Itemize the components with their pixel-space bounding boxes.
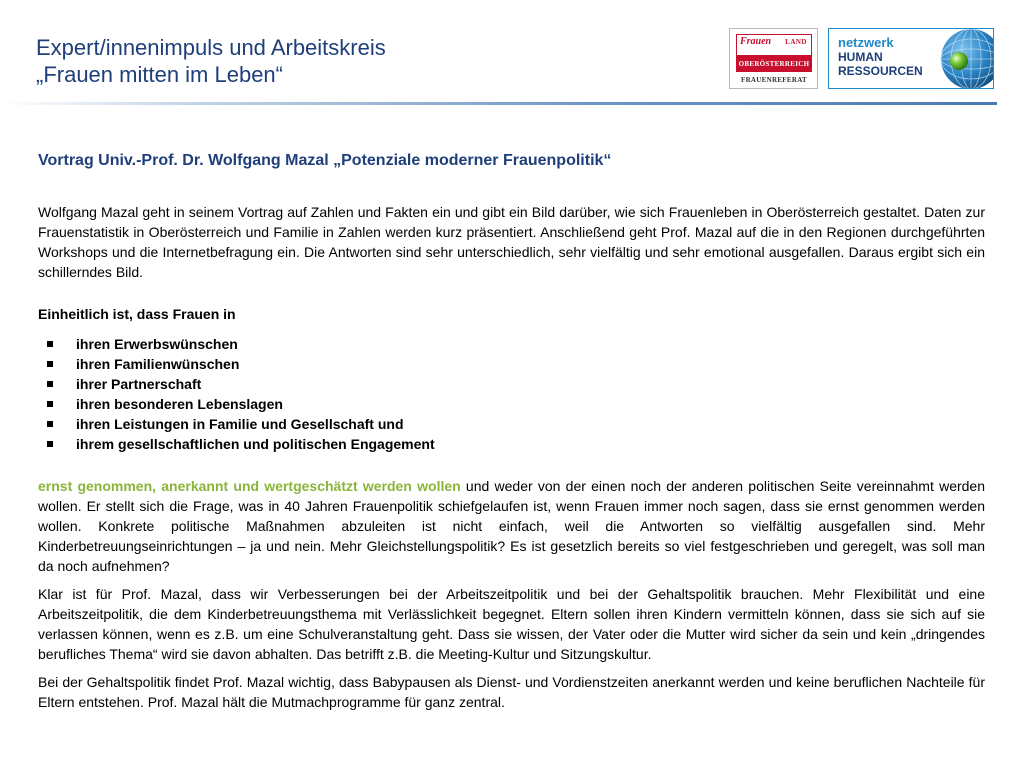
netzwerk-logo-line2: HUMAN — [838, 50, 883, 64]
header-title-line1: Expert/innenimpuls und Arbeitskreis — [36, 35, 386, 60]
header-divider — [0, 102, 997, 105]
bullet-square-icon — [47, 441, 53, 447]
bullet-lead: Einheitlich ist, dass Frauen in — [38, 306, 236, 322]
highlight-paragraph-rest: und weder von der einen noch der anderen politischen Seite vereinnahmt werden wollen. Er stellt sich die Frage, was in 40 Jahren Frauenpolitik schiefgelaufen ist, wenn Frauen immer noch sagen, dass sie ernst genommen werden wollen. Konkrete politische Maßnahmen abzuleiten ist nicht einfach, weil die Antworten so vielfältig ausgefallen sind. Mehr Kinderbetreuungseinrichtungen – ja und nein. Mehr Gleichstellungspolitik? Es ist gesetzlich bereits so viel festgeschrieben und geregelt, was soll man da noch aufnehmen? — [38, 478, 985, 574]
list-item-text: ihrer Partnerschaft — [76, 376, 202, 392]
list-item-text: ihren Familienwünschen — [76, 356, 240, 372]
header-title-line2: „Frauen mitten im Leben“ — [36, 62, 283, 87]
list-item-text: ihrem gesellschaftlichen und politischen Engagement — [76, 436, 435, 452]
list-item-text: ihren Erwerbswünschen — [76, 336, 238, 352]
arbeitszeit-paragraph: Klar ist für Prof. Mazal, dass wir Verbesserungen bei der Arbeitszeitpolitik und bei der Gehaltspolitik brauchen. Mehr Flexibilität und eine Arbeitszeitpolitik, die dem Kinderbetreuungsthema mit Verlässlichkeit begegnet. Eltern sollen ihren Kindern vermitteln können, dass sie sich auf sie verlassen können, wenn es z.B. um eine Schulveranstaltung geht. Dass sie wissen, der Vater oder die Mutter wird sicher da sein und kein „dringendes berufliches Thema“ wird sie davon abhalten. Das betrifft z.B. die Meeting-Kultur und Sitzungskultur. — [38, 586, 985, 662]
bullet-square-icon — [47, 401, 53, 407]
list-item — [38, 374, 985, 394]
frauenland-logo-script: Frauen — [740, 36, 772, 47]
netzwerk-logo-line1: netzwerk — [838, 35, 894, 50]
frauenland-logo — [729, 28, 818, 89]
highlight-text: ernst genommen, anerkannt und wertgeschätzt werden wollen — [38, 478, 461, 494]
frauenland-logo-referat: FRAUENREFERAT — [741, 76, 807, 84]
netzwerk-logo-line3: RESSOURCEN — [838, 64, 923, 78]
header-title — [36, 34, 676, 88]
list-item-text: ihren Leistungen in Familie und Gesellschaft und — [76, 416, 404, 432]
frauenland-logo-top — [736, 34, 812, 56]
list-item — [38, 434, 985, 454]
intro-paragraph: Wolfgang Mazal geht in seinem Vortrag auf Zahlen und Fakten ein und gibt ein Bild darüber, wie sich Frauenleben in Oberösterreich gestaltet. Daten zur Frauenstatistik in Oberösterreich und Familie in Zahlen werden kurz präsentiert. Anschließend geht Prof. Mazal auf die in den Regionen durchgeführten Workshops und die Internetbefragung ein. Die Antworten sind sehr unterschiedlich, sehr vielfältig und sehr emotional ausgefallen. Daraus ergibt sich ein schillerndes Bild. — [38, 204, 985, 280]
bullet-square-icon — [47, 341, 53, 347]
list-item-text: ihren besonderen Lebenslagen — [76, 396, 283, 412]
frauenland-logo-land: LAND — [785, 38, 807, 46]
frauenland-logo-band: OBERÖSTERREICH — [736, 56, 812, 72]
list-item — [38, 394, 985, 414]
globe-icon — [937, 29, 994, 89]
gehalt-paragraph: Bei der Gehaltspolitik findet Prof. Mazal wichtig, dass Babypausen als Dienst- und Vordienstzeiten anerkannt werden und keine beruflichen Nachteile für Eltern entstehen. Prof. Mazal hält die Mutmachprogramme für ganz zentral. — [38, 674, 985, 710]
netzwerk-logo-text — [838, 36, 948, 78]
list-item — [38, 354, 985, 374]
list-item — [38, 334, 985, 354]
bullet-square-icon — [47, 361, 53, 367]
netzwerk-logo — [828, 28, 994, 89]
bullet-list — [38, 334, 985, 454]
bullet-square-icon — [47, 381, 53, 387]
list-item — [38, 414, 985, 434]
section-title: Vortrag Univ.-Prof. Dr. Wolfgang Mazal „Potenziale moderner Frauenpolitik“ — [38, 152, 612, 169]
highlight-paragraph — [38, 476, 985, 576]
main-content — [38, 150, 985, 712]
bullet-square-icon — [47, 421, 53, 427]
